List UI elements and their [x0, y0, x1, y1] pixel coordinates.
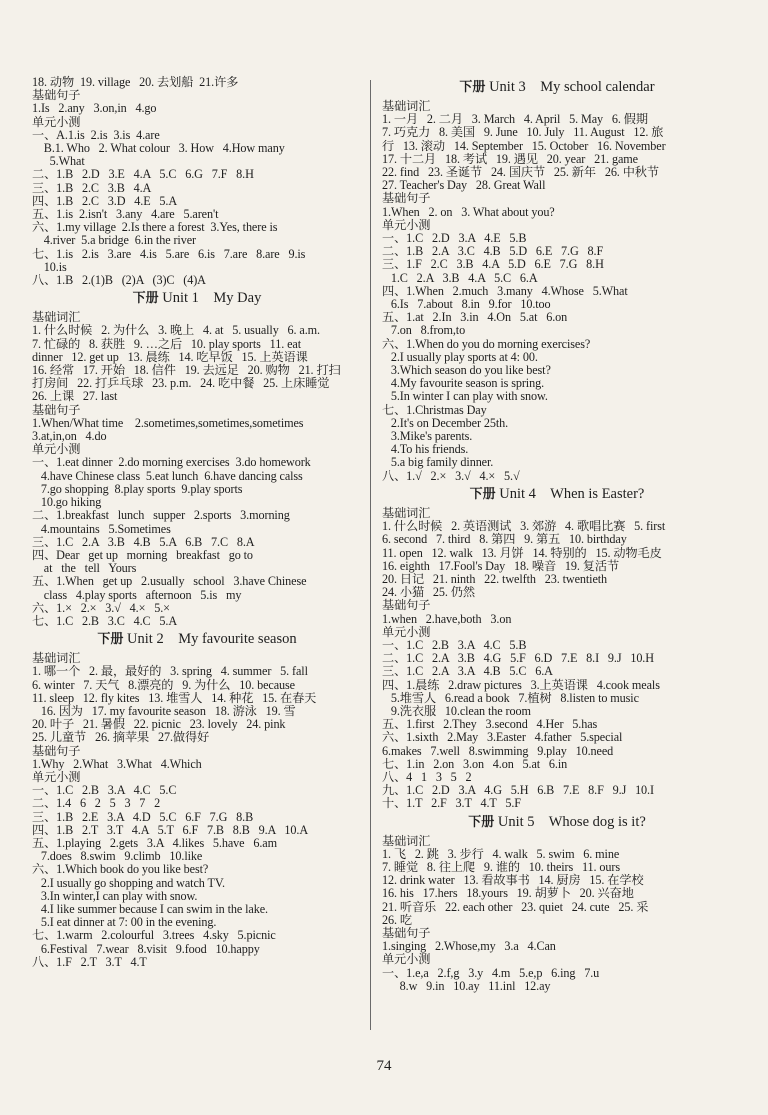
answer-line: 7. 睡觉 8. 往上爬 9. 谁的 10. theirs 11. ours — [382, 859, 621, 874]
unit-title — [32, 632, 362, 647]
answer-line: 基础词汇 — [32, 651, 81, 666]
answer-line: 26. 上课 27. last — [32, 389, 118, 404]
answer-line: 一、1.C 2.B 3.A 4.C 5.B — [382, 637, 527, 652]
answer-line: 七、1.C 2.B 3.C 4.C 5.A — [32, 613, 178, 628]
answer-line: 八、1.B 2.(1)B (2)A (3)C (4)A — [32, 273, 206, 288]
answer-line: 五、1.When get up 2.usually school 3.have Chinese — [32, 574, 307, 589]
answer-line: 3.Mike's parents. — [382, 429, 473, 444]
left-column — [32, 76, 362, 969]
answer-line: 7.go shopping 8.play sports 9.play sports — [32, 481, 243, 496]
answer-line: 三、1.B 2.C 3.B 4.A — [32, 180, 152, 195]
answer-line: 10.go hiking — [32, 495, 102, 510]
answer-line: 基础词汇 — [382, 505, 431, 520]
answer-line: 六、1.my village 2.Is there a forest 3.Yes, there is — [32, 220, 278, 235]
answer-line: 行 13. 滚动 14. September 15. October 16. November — [382, 138, 666, 153]
answer-line: 四、1.B 2.C 3.D 4.E 5.A — [32, 193, 178, 208]
answer-line: 1.C 2.A 3.B 4.A 5.C 6.A — [382, 270, 538, 285]
answer-line: 单元小测 — [32, 114, 81, 129]
answer-line: 4.river 5.a bridge 6.in the river — [32, 233, 196, 248]
answer-line: 基础句子 — [32, 402, 81, 417]
answer-line: 八、1.F 2.T 3.T 4.T — [32, 954, 147, 969]
answer-line: B.1. Who 2. What colour 3. How 4.How many — [32, 141, 285, 156]
answer-line: 二、1.B 2.A 3.C 4.B 5.D 6.E 7.G 8.F — [382, 244, 604, 259]
unit-title — [382, 815, 732, 830]
answer-line: 1. 一月 2. 二月 3. March 4. April 5. May 6. 假期 — [382, 112, 648, 127]
answer-line: 基础词汇 — [32, 310, 81, 325]
answer-line: 12. drink water 13. 看故事书 14. 厨房 15. 在学校 — [382, 873, 644, 888]
unit-title — [382, 487, 732, 502]
answer-line: 3.at,in,on 4.do — [32, 429, 107, 444]
unit-volume-label: 下册 — [132, 291, 159, 307]
answer-line: 二、1.breakfast lunch supper 2.sports 3.morning — [32, 508, 290, 523]
answer-line: 单元小测 — [32, 769, 81, 784]
answer-line: 基础词汇 — [382, 833, 431, 848]
answer-line: 5.堆雪人 6.read a book 7.植树 8.listen to music — [382, 690, 639, 705]
answer-line: 六、1.× 2.× 3.√ 4.× 5.× — [32, 600, 170, 615]
unit-name: Unit 2 My favourite season — [123, 631, 297, 648]
answer-line: 6. winter 7. 天气 8.漂亮的 9. 为什么 10. because — [32, 677, 295, 692]
answer-line: dinner 12. get up 13. 晨练 14. 吃早饭 15. 上英语课 — [32, 349, 308, 364]
answer-line: 一、1.C 2.B 3.A 4.C 5.C — [32, 783, 177, 798]
answer-line: 单元小测 — [382, 624, 431, 639]
answer-line: 17. 十二月 18. 考试 19. 遇见 20. year 21. game — [382, 151, 638, 166]
answer-line: 4.To his friends. — [382, 442, 469, 457]
column-divider — [370, 80, 371, 1030]
answer-line: 10.is — [32, 259, 67, 274]
unit-volume-label: 下册 — [97, 632, 124, 648]
answer-line: 单元小测 — [382, 217, 431, 232]
answer-line: 三、1.F 2.C 3.B 4.A 5.D 6.E 7.G 8.H — [382, 257, 604, 272]
answer-line: 4.I like summer because I can swim in the lake. — [32, 901, 268, 916]
answer-line: 五、1.is 2.isn't 3.any 4.are 5.aren't — [32, 207, 219, 222]
unit-volume-label: 下册 — [468, 814, 495, 830]
answer-line: 4.have Chinese class 5.eat lunch 6.have dancing calss — [32, 468, 303, 483]
answer-line: 基础句子 — [382, 925, 431, 940]
answer-line: 2.It's on December 25th. — [382, 415, 509, 430]
answer-line: 7.on 8.from,to — [382, 323, 466, 338]
answer-line: 16. his 17.hers 18.yours 19. 胡萝卜 20. 兴奋地 — [382, 886, 634, 901]
answer-line: 五、1.playing 2.gets 3.A 4.likes 5.have 6.am — [32, 835, 277, 850]
unit-volume-label: 下册 — [469, 486, 496, 502]
answer-line: 二、1.4 6 2 5 3 7 2 — [32, 796, 161, 811]
answer-line: at the tell Yours — [32, 561, 137, 576]
answer-line: 20. 日记 21. ninth 22. twelfth 23. twentieth — [382, 571, 608, 586]
answer-line: 一、A.1.is 2.is 3.is 4.are — [32, 127, 160, 142]
answer-line: 9.洗衣服 10.clean the room — [382, 703, 531, 718]
answer-line: 三、1.B 2.E 3.A 4.D 5.C 6.F 7.G 8.B — [32, 809, 254, 824]
answer-line: 1.Is 2.any 3.on,in 4.go — [32, 101, 157, 116]
answer-line: 六、1.When do you do morning exercises? — [382, 336, 591, 351]
answer-line: 1. 什么时候 2. 为什么 3. 晚上 4. at 5. usually 6. a.m. — [32, 323, 321, 338]
answer-line: 六、1.sixth 2.May 3.Easter 4.father 5.special — [382, 730, 623, 745]
answer-line: 二、1.C 2.A 3.B 4.G 5.F 6.D 7.E 8.I 9.J 10.H — [382, 651, 654, 666]
answer-line: 16. 因为 17. my favourite season 18. 游泳 19. 雪 — [32, 703, 296, 718]
answer-line: 11. open 12. walk 13. 月饼 14. 特别的 15. 动物毛皮 — [382, 545, 662, 560]
answer-line: 7. 巧克力 8. 美国 9. June 10. July 11. August 12. 旅 — [382, 125, 664, 140]
answer-line: 1. 哪一个 2. 最，最好的 3. spring 4. summer 5. fall — [32, 664, 308, 679]
answer-line: 一、1.eat dinner 2.do morning exercises 3.do homework — [32, 455, 311, 470]
answer-line: 1.singing 2.Whose,my 3.a 4.Can — [382, 939, 556, 954]
answer-line: 1.When/What time 2.sometimes,sometimes,sometimes — [32, 415, 304, 430]
answer-line: 16. eighth 17.Fool's Day 18. 噪音 19. 复活节 — [382, 558, 620, 573]
answer-line: 4.mountains 5.Sometimes — [32, 521, 171, 536]
answer-line: 基础句子 — [32, 743, 81, 758]
answer-line: 基础句子 — [382, 191, 431, 206]
answer-line: 单元小测 — [382, 952, 431, 967]
answer-line: 十、1.T 2.F 3.T 4.T 5.F — [382, 796, 521, 811]
answer-line: 6.makes 7.well 8.swimming 9.play 10.need — [382, 743, 614, 758]
answer-line: 8.w 9.in 10.ay 11.inl 12.ay — [382, 978, 551, 993]
answer-line: 六、1.Which book do you like best? — [32, 862, 209, 877]
answer-line: 八、1.√ 2.× 3.√ 4.× 5.√ — [382, 468, 520, 483]
answer-line: 1.Why 2.What 3.What 4.Which — [32, 756, 202, 771]
answer-line: 基础句子 — [382, 598, 431, 613]
answer-line: 基础句子 — [32, 88, 81, 103]
answer-line: 打房间 22. 打乒乓球 23. p.m. 24. 吃中餐 25. 上床睡觉 — [32, 376, 330, 391]
answer-line: 26. 吃 — [382, 912, 412, 927]
answer-line: 3.In winter,I can play with snow. — [32, 888, 198, 903]
answer-line: 2.I usually go shopping and watch TV. — [32, 875, 225, 890]
unit-title — [382, 80, 732, 95]
answer-line: 4.My favourite season is spring. — [382, 376, 545, 391]
unit-name: Unit 5 Whose dog is it? — [494, 813, 646, 830]
answer-line: 11. sleep 12. fly kites 13. 堆雪人 14. 种花 15. 在春天 — [32, 690, 317, 705]
answer-line: 一、1.C 2.D 3.A 4.E 5.B — [382, 231, 527, 246]
answer-line: 7.does 8.swim 9.climb 10.like — [32, 849, 203, 864]
answer-line: 五、1.first 2.They 3.second 4.Her 5.has — [382, 717, 598, 732]
answer-line: 25. 儿童节 26. 摘苹果 27.做得好 — [32, 730, 210, 745]
answer-line: 三、1.C 2.A 3.B 4.B 5.A 6.B 7.C 8.A — [32, 534, 255, 549]
page-number: 74 — [376, 1058, 392, 1074]
answer-line: 单元小测 — [32, 442, 81, 457]
answer-line: 三、1.C 2.A 3.A 4.B 5.C 6.A — [382, 664, 553, 679]
unit-volume-label: 下册 — [459, 80, 486, 95]
answer-line: 1.When 2. on 3. What about you? — [382, 204, 555, 219]
answer-line: 八、4 1 3 5 2 — [382, 769, 472, 784]
answer-line: 七、1.warm 2.colourful 3.trees 4.sky 5.picnic — [32, 928, 276, 943]
answer-line: 5.I eat dinner at 7: 00 in the evening. — [32, 915, 217, 930]
answer-line: 四、Dear get up morning breakfast go to — [32, 547, 253, 562]
answer-line: 一、1.e,a 2.f,g 3.y 4.m 5.e,p 6.ing 7.u — [382, 965, 600, 980]
answer-line: 5.In winter I can play with snow. — [382, 389, 548, 404]
answer-line: 1.when 2.have,both 3.on — [382, 611, 512, 626]
answer-line: 6.Is 7.about 8.in 9.for 10.too — [382, 297, 551, 312]
answer-line: 1. 什么时候 2. 英语测试 3. 郊游 4. 歌唱比赛 5. first — [382, 519, 666, 534]
answer-line: 九、1.C 2.D 3.A 4.G 5.H 6.B 7.E 8.F 9.J 10.I — [382, 783, 654, 798]
answer-line: 5.What — [32, 154, 85, 169]
answer-line: 6. second 7. third 8. 第四 9. 第五 10. birthday — [382, 532, 627, 547]
answer-line: 1. 飞 2. 跳 3. 步行 4. walk 5. swim 6. mine — [382, 846, 620, 861]
answer-line: 七、1.in 2.on 3.on 4.on 5.at 6.in — [382, 756, 568, 771]
answer-line: 5.a big family dinner. — [382, 455, 494, 470]
unit-name: Unit 3 My school calendar — [485, 79, 655, 95]
answer-line: class 4.play sports afternoon 5.is my — [32, 587, 242, 602]
unit-title — [32, 291, 362, 306]
unit-name: Unit 1 My Day — [158, 290, 262, 307]
answer-line: 四、1.晨练 2.draw pictures 3.上英语课 4.cook meals — [382, 677, 660, 692]
answer-line: 3.Which season do you like best? — [382, 363, 551, 378]
answer-line: 五、1.at 2.In 3.in 4.On 5.at 6.on — [382, 310, 568, 325]
answer-line: 16. 经常 17. 开始 18. 信件 19. 去远足 20. 购物 21. 打扫 — [32, 363, 341, 378]
answer-line: 6.Festival 7.wear 8.visit 9.food 10.happy — [32, 941, 260, 956]
answer-line: 20. 叶子 21. 暑假 22. picnic 23. lovely 24. pink — [32, 717, 286, 732]
answer-line: 27. Teacher's Day 28. Great Wall — [382, 178, 546, 193]
answer-line: 二、1.B 2.D 3.E 4.A 5.C 6.G 7.F 8.H — [32, 167, 254, 182]
answer-line: 22. find 23. 圣诞节 24. 国庆节 25. 新年 26. 中秋节 — [382, 165, 659, 180]
answer-line: 2.I usually play sports at 4: 00. — [382, 349, 538, 364]
answer-line: 21. 听音乐 22. each other 23. quiet 24. cute 25. 采 — [382, 899, 649, 914]
unit-name: Unit 4 When is Easter? — [495, 485, 645, 502]
answer-line: 18. 动物 19. village 20. 去划船 21.许多 — [32, 75, 239, 89]
answer-line: 四、1.When 2.much 3.many 4.Whose 5.What — [382, 283, 628, 298]
answer-line: 24. 小猫 25. 仍然 — [382, 585, 475, 600]
answer-line: 四、1.B 2.T 3.T 4.A 5.T 6.F 7.B 8.B 9.A 10.A — [32, 822, 309, 837]
answer-line: 七、1.Christmas Day — [382, 402, 487, 417]
right-column — [382, 76, 732, 993]
answer-line: 7. 忙碌的 8. 获胜 9. …之后 10. play sports 11. eat — [32, 336, 301, 351]
answer-line: 七、1.is 2.is 3.are 4.is 5.are 6.is 7.are 8.are 9.is — [32, 246, 306, 261]
answer-line: 基础词汇 — [382, 99, 431, 113]
